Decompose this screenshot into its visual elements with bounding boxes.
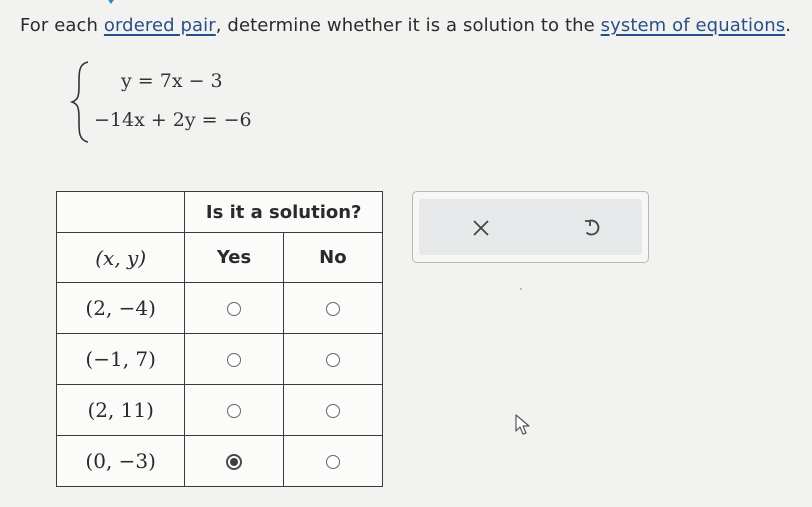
ordered-pair-term-link[interactable]: ordered pair	[103, 15, 216, 36]
action-bar	[419, 199, 642, 255]
pair-cell: (2, −4)	[57, 283, 185, 334]
header-yes: Yes	[185, 233, 283, 283]
no-radio[interactable]	[326, 302, 340, 316]
yes-radio-selected[interactable]	[226, 454, 242, 470]
no-cell	[283, 385, 382, 436]
yes-cell	[185, 334, 283, 385]
header-no: No	[283, 233, 382, 283]
no-cell	[283, 334, 382, 385]
table-row	[57, 283, 383, 334]
pair-cell: (2, 11)	[57, 385, 185, 436]
table-row	[57, 385, 383, 436]
table-row	[57, 334, 383, 385]
yes-cell	[185, 283, 283, 334]
yes-radio[interactable]	[227, 302, 241, 316]
clear-button[interactable]	[466, 213, 496, 243]
yes-cell	[185, 385, 283, 436]
yes-radio[interactable]	[227, 404, 241, 418]
system-brace-icon	[70, 60, 92, 144]
action-panel	[412, 191, 649, 263]
pair-cell: (0, −3)	[57, 436, 185, 487]
question-prompt	[20, 15, 791, 36]
x-icon	[472, 219, 490, 237]
no-radio[interactable]	[326, 353, 340, 367]
prompt-text-before: For each	[20, 15, 104, 36]
yes-radio[interactable]	[227, 353, 241, 367]
equation-2: −14x + 2y = −6	[94, 109, 252, 131]
system-of-equations-term-link[interactable]: system of equations	[600, 15, 786, 36]
yes-cell	[185, 436, 283, 487]
blank-corner-cell	[57, 192, 185, 233]
no-radio[interactable]	[326, 455, 340, 469]
solution-table	[56, 191, 383, 487]
header-is-it-a-solution: Is it a solution?	[185, 192, 383, 233]
equation-1: y = 7x − 3	[121, 70, 223, 92]
mouse-cursor-icon	[514, 413, 532, 437]
no-cell	[283, 436, 382, 487]
no-cell	[283, 283, 382, 334]
artifact-dot	[520, 288, 522, 290]
pair-cell: (−1, 7)	[57, 334, 185, 385]
prompt-text-middle: , determine whether it is a solution to the	[215, 15, 601, 36]
table-row	[57, 436, 383, 487]
top-indicator-icon	[104, 0, 118, 4]
header-ordered-pair	[57, 233, 185, 283]
undo-icon	[582, 217, 602, 239]
no-radio[interactable]	[326, 404, 340, 418]
prompt-text-after: .	[785, 15, 792, 36]
undo-button[interactable]	[577, 213, 607, 243]
header-xy-label: (x, y)	[95, 245, 147, 270]
